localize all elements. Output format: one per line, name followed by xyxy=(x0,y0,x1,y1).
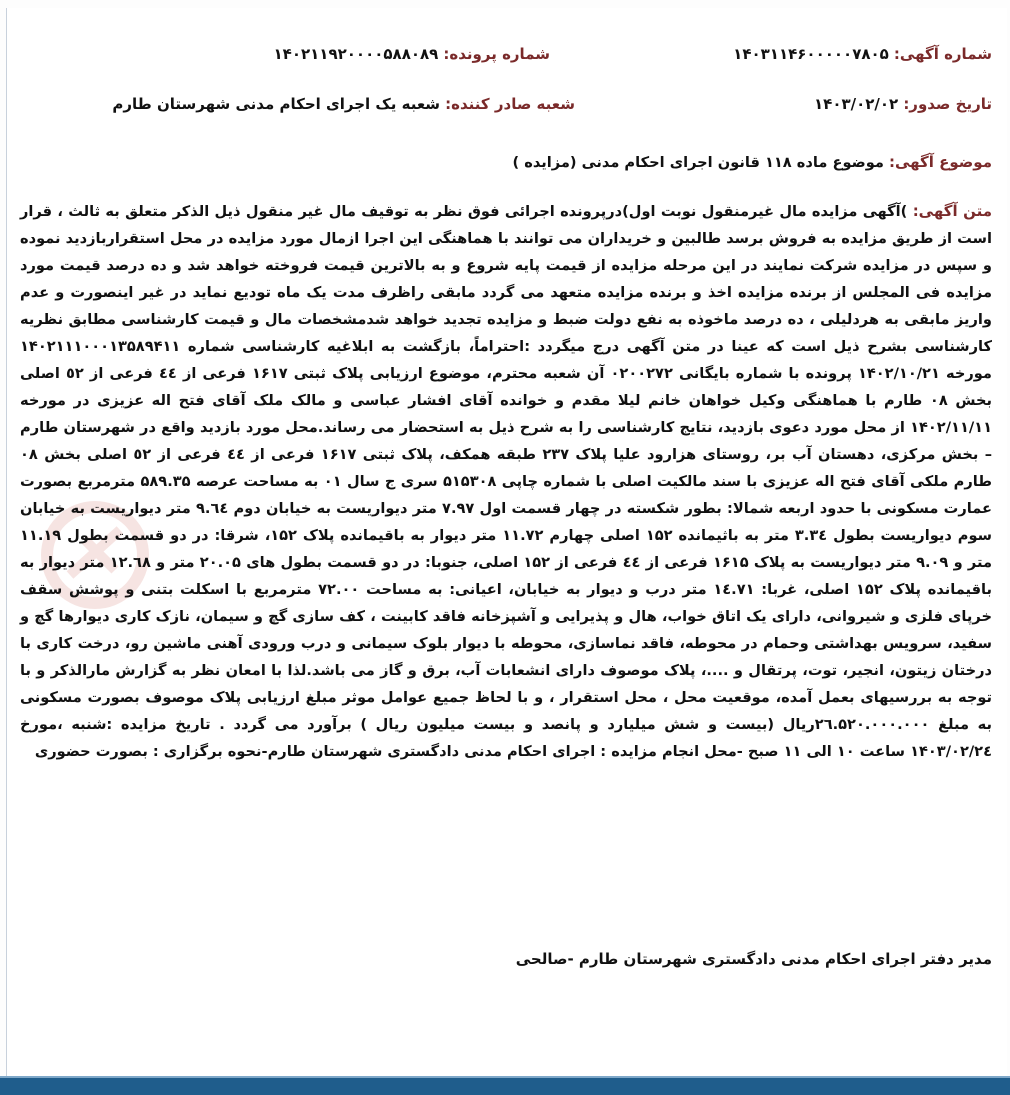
issue-date-label: تاریخ صدور: xyxy=(903,95,992,113)
subject-label: موضوع آگهی: xyxy=(888,153,992,171)
bottom-bar xyxy=(0,1078,1010,1095)
issue-date-row xyxy=(814,94,992,113)
signature: مدیر دفتر اجرای احکام مدنی دادگستری شهرستان طارم -صالحی xyxy=(515,950,992,968)
issuer: شعبه یک اجرای احکام مدنی شهرستان طارم xyxy=(112,95,441,113)
body-text: )آگهی مزایده مال غیرمنقول نوبت اول)درپرونده اجرائی فوق نظر به توقیف مال غیر منقول ذیل الذکر متعلق به ثالث ، قرار است از طریق مزایده به فروش برسد طالبین و خریداران می توانند با هماهنگی این اجرا ازمال مورد مزایده در محل استقراربازدید نموده و سپس در مزایده شرکت نمایند در این مرحله مزایده از قیمت پایه شروع و به بالاترین قیمت فروخته خواهد شد و ده درصد قیمت مورد مزایده فی المجلس از برنده مزایده اخذ و برنده مزایده متعهد می گردد مابقی راظرف مدت یک ماه تودیع نماید در غیر اینصورت و عدم واریز مابقی به هردلیلی ، ده درصد ماخوذه به نفع دولت ضبط و مزایده تجدید خواهد شدمشخصات مال و قیمت کارشناسی مطابق نظریه کارشناسی بشرح ذیل است که عینا در متن آگهی درج میگردد :احتراماً، بازگشت به ابلاغیه کارشناسی شماره ۱۴۰۲۱۱۱۰۰۰۱۳۵۸۹۴۱۱ مورخه ۱۴۰۲/۱۰/۲۱ پرونده با شماره بایگانی ۰۲۰۰۲۷۲ آن شعبه محترم، موضوع ارزیابی پلاک ثبتی ۱۶۱۷ فرعی از ٤٤ فرعی از ٥٢ اصلی بخش ۰۸ طارم با هماهنگی وکیل خواهان خانم لیلا مقدم و خوانده آقای افشار عباسی و مالک ملک آقای فتح اله عزیزی در مورخه ۱۴۰۲/۱۱/۱۱ از محل مورد دعوی بازدید، نتایج کارشناسی را به شرح ذیل به استحضار می رساند.محل مورد بازدید واقع در شهرستان طارم – بخش مرکزی، دهستان آب بر، روستای هزارود علیا پلاک ۲۳۷ طبقه همکف، پلاک ثبتی ۱۶۱۷ فرعی از ٤٤ فرعی از ٥٢ اصلی بخش ۰۸ طارم ملکی آقای فتح اله عزیزی با سند مالکیت اصلی با شماره چاپی ۵۱۵۳۰۸ سری ج سال ۰۱ به مساحت عرصه ۵۸۹.۳۵ مترمربع بصورت عمارت مسکونی با حدود اربعه شمالا: بطور شکسته در چهار قسمت اول ۷.۹۷ متر دیواریست به خیابان دوم ۹.٦٤ متر دیواریست به خیابان سوم دیواریست بطول ۳.۳٤ متر به باثیمانده ۱۵۲ اصلی چهارم ۱۱.۷۲ متر دیوار به باقیمانده پلاک ۱۵۲، شرقا: در دو قسمت بطول ۱۱.۱۹ متر و ۹.۰۹ متر دیواریست به پلاک ۱۶۱۵ فرعی از ٤٤ فرعی از ۱۵۲ اصلی، جنوبا: در دو قسمت بطول های ۲۰.۰۵ متر و ۱۲.٦۸ متر دیوار به باقیمانده پلاک ۱۵۲ اصلی، غربا: ۱٤.۷۱ متر درب و دیوار به خیابان، اعیانی: به مساحت ۷۲.۰۰ مترمربع با اسکلت بتنی و پوشش سقف خرپای فلزی و شیروانی، دارای یک اتاق خواب، هال و پذیرایی و آشپزخانه فاقد کابینت ، کف سازی گچ و سیمان، نازک کاری دیوارها گچ و سفید، سرویس بهداشتی وحمام در محوطه، فاقد نماسازی، محوطه با دیوار بلوک سیمانی و درب ورودی آهنی ماشین رو، درخت کاری با درختان زیتون، انجیر، توت، پرتقال و ....، پلاک موصوف دارای انشعابات آب، برق و گاز می باشد.لذا با امعان نظر به گزارش مارالذکر و با توجه به بررسیهای بعمل آمده، موقعیت محل ، محل استقرار ، و با لحاظ جمیع عوامل موثر مبلغ ارزیابی پلاک موصوف بصورت مسکونی به مبلغ ۲٦.۵۲۰.۰۰۰.۰۰۰ریال (بیست و شش میلیارد و پانصد و بیست میلیون ریال ) برآورد می گردد . تاریخ مزایده :شنبه ،مورخ ۱۴۰۳/۰۲/۲٤ ساعت ۱۰ الی ۱۱ صبح -محل انجام مزایده : اجرای احکام مدنی دادگستری شهرستان طارم-نحوه برگزاری : بصورت حضوری xyxy=(20,203,993,760)
notice-number: ۱۴۰۳۱۱۴۶۰۰۰۰۰۷۸۰۵ xyxy=(733,45,889,63)
file-number-label: شماره پرونده: xyxy=(443,45,550,63)
subject-row xyxy=(513,152,993,171)
issuer-row xyxy=(112,94,575,113)
issuer-label: شعبه صادر کننده: xyxy=(445,95,575,113)
issue-date: ۱۴۰۳/۰۲/۰۲ xyxy=(814,95,899,113)
notice-body xyxy=(20,198,992,765)
subject: موضوع ماده ۱۱۸ قانون اجرای احکام مدنی (مزایده ) xyxy=(512,154,884,171)
file-number: ۱۴۰۲۱۱۹۲۰۰۰۰۵۸۸۰۸۹ xyxy=(273,45,439,63)
notice-number-row xyxy=(733,44,992,63)
file-number-row xyxy=(274,44,550,63)
body-label: متن آگهی: xyxy=(912,202,992,220)
notice-number-label: شماره آگهی: xyxy=(893,45,992,63)
